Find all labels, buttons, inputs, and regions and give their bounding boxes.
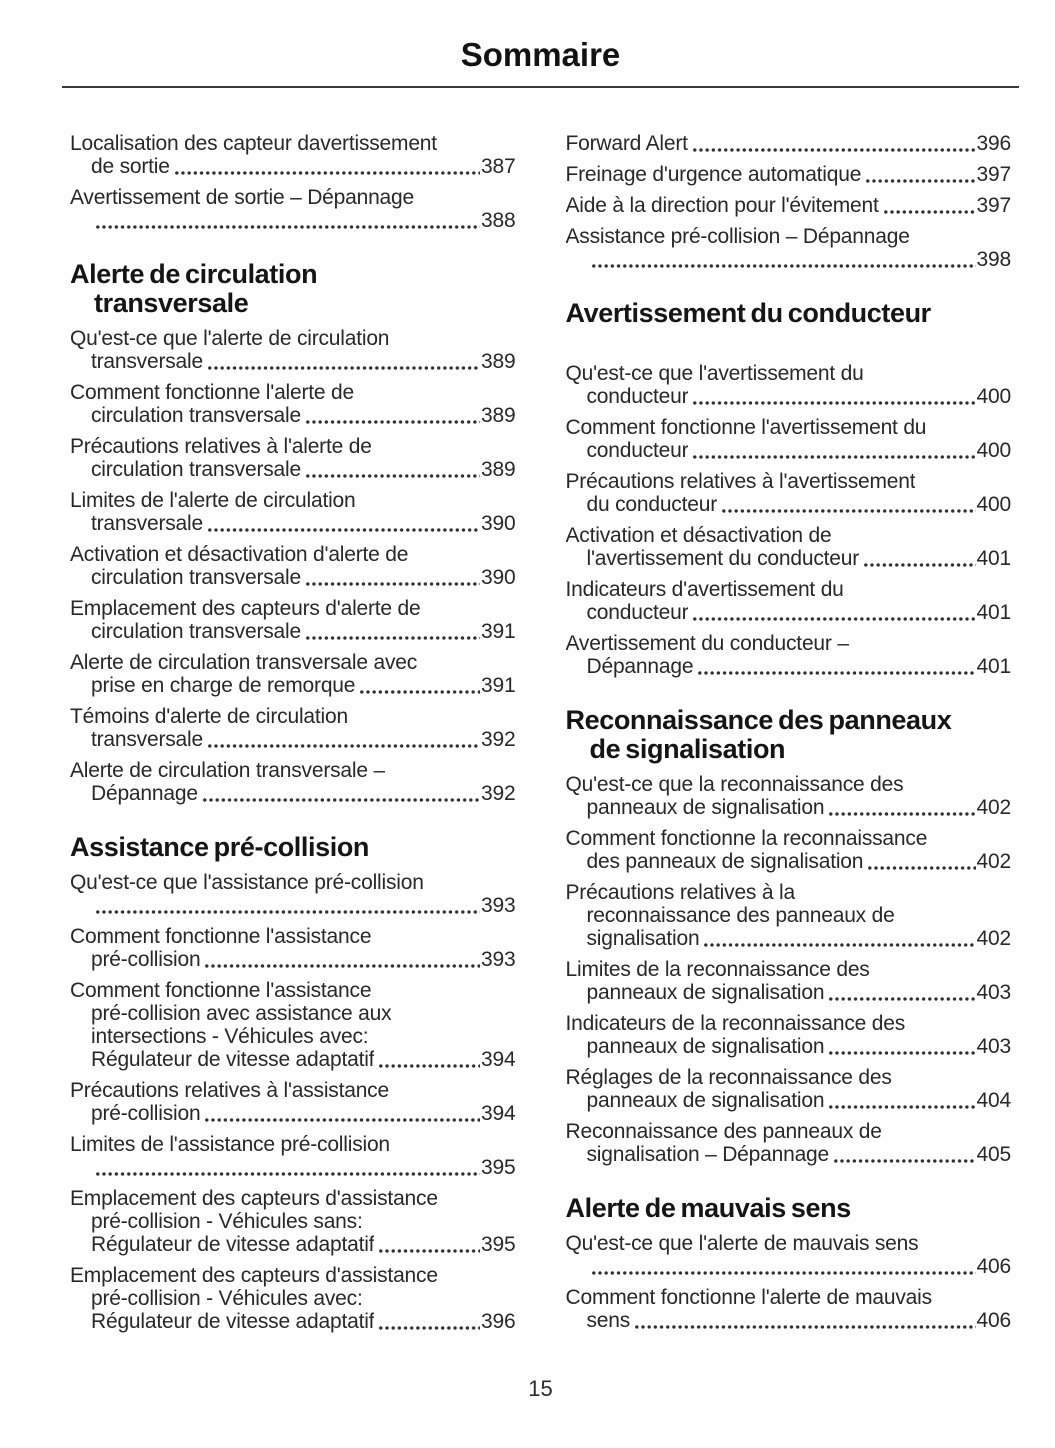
toc-entry: [566, 362, 1012, 408]
toc-entry-text: Qu'est-ce que la reconnaissance des: [565, 773, 904, 796]
toc-page-number: 401: [976, 601, 1011, 624]
toc-entry: [566, 194, 1012, 217]
toc-entry-text: Dépannage: [91, 782, 198, 805]
toc-entry-text: Aide à la direction pour l'évitement: [565, 194, 879, 217]
toc-line: [70, 512, 516, 535]
toc-entry: [70, 132, 516, 178]
toc-line: [70, 1079, 516, 1102]
toc-entry-text: conducteur: [586, 601, 689, 624]
toc-line: [566, 1120, 1012, 1143]
toc-line: [566, 1232, 1012, 1255]
toc-entry-text: Emplacement des capteurs d'assistance: [70, 1187, 438, 1210]
toc-line: [70, 1048, 516, 1071]
toc-page-number: 392: [481, 782, 516, 805]
toc-page-number: 389: [481, 350, 516, 373]
toc-line: [566, 1255, 1012, 1278]
dot-leader: [96, 225, 480, 229]
toc-page-number: 406: [976, 1309, 1011, 1332]
toc-entry: [70, 435, 516, 481]
dot-leader: [864, 563, 976, 567]
toc-line: [70, 458, 516, 481]
toc-entry-text: Comment fonctionne l'alerte de: [70, 381, 355, 404]
toc-line: [566, 1143, 1012, 1166]
toc-line: [70, 871, 516, 894]
dot-leader: [379, 1249, 480, 1253]
dot-leader: [635, 1325, 975, 1329]
toc-line: [70, 1025, 516, 1048]
toc-line: [566, 796, 1012, 819]
toc-entry: [566, 524, 1012, 570]
toc-page-number: 400: [976, 385, 1011, 408]
toc-page-number: 400: [976, 493, 1011, 516]
toc-entry-text: panneaux de signalisation: [586, 1089, 825, 1112]
toc-line: [70, 566, 516, 589]
toc-entry-text: pré-collision: [91, 948, 201, 971]
toc-entry-text: sens: [586, 1309, 631, 1332]
toc-entry-text: Avertissement de sortie – Dépannage: [70, 186, 414, 209]
section-heading-line: Avertissement du conducteur: [565, 298, 931, 328]
toc-entry-text: Emplacement des capteurs d'assistance: [70, 1264, 438, 1287]
toc-entry: [70, 1264, 516, 1333]
toc-entry-text: Assistance pré-collision – Dépannage: [565, 225, 910, 248]
toc-line: [70, 435, 516, 458]
dot-leader: [693, 455, 975, 459]
toc-entry-text: pré-collision avec assistance aux: [91, 1002, 392, 1025]
toc-entry: [566, 1120, 1012, 1166]
toc-line: [566, 225, 1012, 248]
toc-line: [566, 850, 1012, 873]
toc-page-number: 401: [976, 547, 1011, 570]
page-title: Sommaire: [460, 36, 621, 73]
toc-entry: [566, 1232, 1012, 1278]
dot-leader: [96, 1172, 480, 1176]
toc-entry-text: circulation transversale: [91, 566, 301, 589]
toc-entry: [566, 163, 1012, 186]
toc-line: [70, 209, 516, 232]
toc-entry-text: Emplacement des capteurs d'alerte de: [70, 597, 421, 620]
toc-entry: [566, 773, 1012, 819]
toc-entry: [70, 1133, 516, 1179]
toc-entry: [566, 1286, 1012, 1332]
dot-leader: [592, 264, 976, 268]
toc-line: [70, 404, 516, 427]
toc-page-number: 395: [481, 1233, 516, 1256]
toc-line: [70, 925, 516, 948]
toc-page-number: 402: [976, 796, 1011, 819]
dot-leader: [379, 1326, 480, 1330]
toc-line: [566, 1089, 1012, 1112]
toc-entry-text: signalisation: [586, 927, 700, 950]
toc-entry-text: Régulateur de vitesse adaptatif: [91, 1048, 375, 1071]
toc-line: [566, 470, 1012, 493]
toc-entry-text: Indicateurs de la reconnaissance des: [565, 1012, 906, 1035]
toc-page-number: 401: [976, 655, 1011, 678]
dot-leader: [208, 366, 480, 370]
toc-entry: [70, 543, 516, 589]
toc-entry-text: Comment fonctionne l'assistance: [70, 925, 372, 948]
toc-entry: [70, 759, 516, 805]
toc-entry: [566, 578, 1012, 624]
toc-entry-text: Comment fonctionne l'avertissement du: [565, 416, 927, 439]
toc-entry: [70, 381, 516, 427]
dot-leader: [208, 528, 480, 532]
toc-page-number: 394: [481, 1102, 516, 1125]
toc-line: [566, 194, 1012, 217]
dot-leader: [175, 171, 480, 175]
toc-entry-text: transversale: [91, 512, 203, 535]
dot-leader: [866, 179, 975, 183]
section-heading-line: de signalisation: [589, 734, 786, 764]
toc-entry-text: Comment fonctionne l'assistance: [70, 979, 372, 1002]
toc-entry: [70, 979, 516, 1071]
dot-leader: [693, 617, 975, 621]
toc-line: [566, 163, 1012, 186]
dot-leader: [306, 582, 480, 586]
toc-line: [566, 439, 1012, 462]
section-heading: [566, 706, 1012, 764]
toc-line: [566, 1012, 1012, 1035]
toc-entry-text: Qu'est-ce que l'alerte de mauvais sens: [565, 1232, 919, 1255]
dot-leader: [704, 943, 975, 947]
toc-page-number: 394: [481, 1048, 516, 1071]
toc-entry-text: Reconnaissance des panneaux de: [565, 1120, 882, 1143]
dot-leader: [592, 1271, 976, 1275]
toc-entry: [70, 1079, 516, 1125]
toc-line: [70, 132, 516, 155]
toc-line: [70, 1133, 516, 1156]
toc-entry: [566, 1066, 1012, 1112]
toc-page-number: 406: [976, 1255, 1011, 1278]
toc-line: [70, 381, 516, 404]
dot-leader: [834, 1159, 976, 1163]
toc-page-number: 397: [976, 194, 1011, 217]
toc-entry-text: Régulateur de vitesse adaptatif: [91, 1233, 375, 1256]
toc-entry-text: l'avertissement du conducteur: [586, 547, 860, 570]
dot-leader: [829, 1051, 975, 1055]
toc-line: [566, 958, 1012, 981]
toc-entry-text: Dépannage: [586, 655, 694, 678]
toc-page-number: 403: [976, 1035, 1011, 1058]
toc-line: [70, 620, 516, 643]
toc-entry-text: pré-collision - Véhicules sans:: [91, 1210, 363, 1233]
toc-columns: [70, 132, 1011, 1341]
dot-leader: [360, 690, 480, 694]
toc-entry-text: Localisation des capteur davertissement: [70, 132, 437, 155]
toc-entry-text: Limites de l'alerte de circulation: [70, 489, 356, 512]
toc-entry-text: pré-collision: [91, 1102, 201, 1125]
toc-page-number: 387: [481, 155, 516, 178]
toc-column: [70, 132, 516, 1341]
toc-line: [70, 543, 516, 566]
toc-page-number: 390: [481, 512, 516, 535]
toc-page-number: 393: [481, 948, 516, 971]
toc-page-number: 396: [481, 1310, 516, 1333]
section-heading-line: transversale: [94, 288, 249, 318]
toc-line: [566, 981, 1012, 1004]
toc-page-number: 396: [976, 132, 1011, 155]
toc-entry: [70, 651, 516, 697]
toc-entry-text: transversale: [91, 728, 203, 751]
toc-page-number: 395: [481, 1156, 516, 1179]
dot-leader: [829, 1105, 975, 1109]
dot-leader: [96, 910, 480, 914]
toc-page-number: 405: [976, 1143, 1011, 1166]
toc-entry-text: panneaux de signalisation: [586, 796, 825, 819]
toc-line: [566, 1035, 1012, 1058]
toc-line: [566, 1286, 1012, 1309]
dot-leader: [693, 148, 976, 152]
toc-line: [566, 655, 1012, 678]
toc-line: [70, 705, 516, 728]
toc-page-number: 402: [976, 850, 1011, 873]
toc-line: [566, 362, 1012, 385]
toc-entry-text: Comment fonctionne la reconnaissance: [565, 827, 928, 850]
title-divider: [62, 86, 1019, 88]
toc-page-number: 390: [481, 566, 516, 589]
dot-leader: [306, 636, 480, 640]
toc-entry: [70, 925, 516, 971]
section-heading-line: Alerte de circulation: [70, 259, 318, 289]
dot-leader: [829, 812, 975, 816]
toc-page-number: 389: [481, 458, 516, 481]
toc-page-number: 404: [976, 1089, 1011, 1112]
toc-line: [70, 186, 516, 209]
toc-entry-text: de sortie: [91, 155, 170, 178]
toc-line: [566, 493, 1012, 516]
toc-page-number: 392: [481, 728, 516, 751]
toc-line: [70, 1187, 516, 1210]
toc-line: [70, 155, 516, 178]
toc-entry-text: reconnaissance des panneaux de: [586, 904, 895, 927]
toc-entry-text: Alerte de circulation transversale –: [70, 759, 385, 782]
toc-entry-text: Qu'est-ce que l'avertissement du: [565, 362, 864, 385]
toc-line: [566, 248, 1012, 271]
section-heading-line: Reconnaissance des panneaux: [565, 705, 952, 735]
toc-line: [70, 1002, 516, 1025]
dot-leader: [203, 798, 480, 802]
toc-entry-text: Alerte de circulation transversale avec: [70, 651, 418, 674]
toc-entry: [70, 1187, 516, 1256]
section-heading: [566, 1194, 1012, 1223]
toc-page-number: 403: [976, 981, 1011, 1004]
toc-entry-text: transversale: [91, 350, 203, 373]
toc-line: [70, 1287, 516, 1310]
toc-page-number: 402: [976, 927, 1011, 950]
toc-entry-text: Qu'est-ce que l'alerte de circulation: [70, 327, 390, 350]
toc-entry: [566, 632, 1012, 678]
toc-entry: [70, 489, 516, 535]
toc-entry-text: prise en charge de remorque: [91, 674, 356, 697]
toc-line: [566, 1066, 1012, 1089]
toc-line: [566, 132, 1012, 155]
dot-leader: [306, 420, 480, 424]
toc-line: [566, 773, 1012, 796]
toc-line: [70, 1233, 516, 1256]
section-heading-line: Assistance pré-collision: [70, 832, 370, 862]
toc-entry-text: Limites de l'assistance pré-collision: [70, 1133, 390, 1156]
toc-page-number: 398: [976, 248, 1011, 271]
toc-line: [70, 728, 516, 751]
toc-entry-text: Précautions relatives à l'alerte de: [70, 435, 372, 458]
toc-line: [70, 782, 516, 805]
toc-entry-text: Avertissement du conducteur –: [565, 632, 849, 655]
toc-line: [566, 1309, 1012, 1332]
dot-leader: [379, 1064, 480, 1068]
toc-line: [70, 1156, 516, 1179]
dot-leader: [208, 744, 480, 748]
toc-line: [70, 597, 516, 620]
toc-line: [566, 578, 1012, 601]
toc-page-number: 397: [976, 163, 1011, 186]
toc-entry-text: Précautions relatives à l'avertissement: [565, 470, 916, 493]
toc-page-number: 388: [481, 209, 516, 232]
dot-leader: [868, 866, 975, 870]
dot-leader: [306, 474, 480, 478]
dot-leader: [884, 210, 976, 214]
toc-entry-text: Freinage d'urgence automatique: [565, 163, 862, 186]
toc-line: [566, 904, 1012, 927]
toc-entry-text: Témoins d'alerte de circulation: [70, 705, 348, 728]
toc-entry-text: signalisation – Dépannage: [586, 1143, 830, 1166]
toc-line: [70, 1210, 516, 1233]
toc-line: [566, 385, 1012, 408]
toc-line: [566, 524, 1012, 547]
section-heading: [566, 299, 1012, 328]
toc-entry: [70, 327, 516, 373]
toc-page-number: 400: [976, 439, 1011, 462]
toc-entry-text: Précautions relatives à la: [565, 881, 795, 904]
toc-page-number: 391: [481, 674, 516, 697]
toc-page-number: 393: [481, 894, 516, 917]
toc-line: [70, 759, 516, 782]
toc-line: [70, 979, 516, 1002]
dot-leader: [829, 997, 975, 1001]
toc-entry: [566, 132, 1012, 155]
toc-entry-text: circulation transversale: [91, 620, 301, 643]
section-heading: [70, 260, 516, 318]
toc-entry: [70, 186, 516, 232]
toc-line: [70, 350, 516, 373]
toc-line: [70, 894, 516, 917]
dot-leader: [205, 964, 480, 968]
toc-line: [70, 651, 516, 674]
toc-page-number: 389: [481, 404, 516, 427]
toc-line: [70, 1264, 516, 1287]
toc-entry-text: du conducteur: [586, 493, 717, 516]
toc-entry-text: Limites de la reconnaissance des: [565, 958, 870, 981]
toc-entry-text: pré-collision - Véhicules avec:: [91, 1287, 363, 1310]
dot-leader: [693, 401, 975, 405]
toc-line: [70, 489, 516, 512]
toc-line: [566, 601, 1012, 624]
toc-entry: [566, 958, 1012, 1004]
toc-entry-text: Forward Alert: [565, 132, 688, 155]
toc-entry-text: circulation transversale: [91, 458, 301, 481]
dot-leader: [722, 509, 976, 513]
toc-line: [566, 416, 1012, 439]
toc-line: [566, 547, 1012, 570]
toc-entry-text: Activation et désactivation de: [565, 524, 832, 547]
toc-entry: [566, 225, 1012, 271]
toc-entry-text: panneaux de signalisation: [586, 981, 825, 1004]
toc-line: [566, 827, 1012, 850]
section-heading: [70, 833, 516, 862]
toc-entry-text: Précautions relatives à l'assistance: [70, 1079, 389, 1102]
dot-leader: [205, 1118, 480, 1122]
toc-entry-text: Comment fonctionne l'alerte de mauvais: [565, 1286, 932, 1309]
toc-line: [566, 927, 1012, 950]
toc-line: [70, 948, 516, 971]
toc-line: [566, 632, 1012, 655]
toc-entry: [566, 416, 1012, 462]
toc-line: [70, 1102, 516, 1125]
toc-entry-text: Réglages de la reconnaissance des: [565, 1066, 892, 1089]
toc-entry-text: circulation transversale: [91, 404, 301, 427]
toc-column: [566, 132, 1012, 1341]
toc-line: [70, 674, 516, 697]
toc-line: [566, 881, 1012, 904]
page-footer: [70, 1376, 1011, 1448]
toc-entry: [566, 1012, 1012, 1058]
toc-entry-text: Indicateurs d'avertissement du: [565, 578, 844, 601]
section-heading-line: Alerte de mauvais sens: [565, 1193, 851, 1223]
page-number: 15: [528, 1376, 553, 1401]
toc-entry: [70, 871, 516, 917]
toc-entry-text: Activation et désactivation d'alerte de: [70, 543, 409, 566]
toc-entry-text: Qu'est-ce que l'assistance pré-collision: [70, 871, 424, 894]
toc-entry-text: des panneaux de signalisation: [586, 850, 864, 873]
toc-entry-text: panneaux de signalisation: [586, 1035, 825, 1058]
toc-entry-text: intersections - Véhicules avec:: [91, 1025, 369, 1048]
toc-page-number: 391: [481, 620, 516, 643]
toc-line: [70, 1310, 516, 1333]
toc-entry: [566, 881, 1012, 950]
toc-entry-text: Régulateur de vitesse adaptatif: [91, 1310, 375, 1333]
toc-entry: [70, 597, 516, 643]
dot-leader: [698, 671, 975, 675]
toc-entry: [566, 470, 1012, 516]
toc-entry: [566, 827, 1012, 873]
toc-entry: [70, 705, 516, 751]
toc-entry-text: conducteur: [586, 385, 689, 408]
toc-entry-text: conducteur: [586, 439, 689, 462]
toc-line: [70, 327, 516, 350]
